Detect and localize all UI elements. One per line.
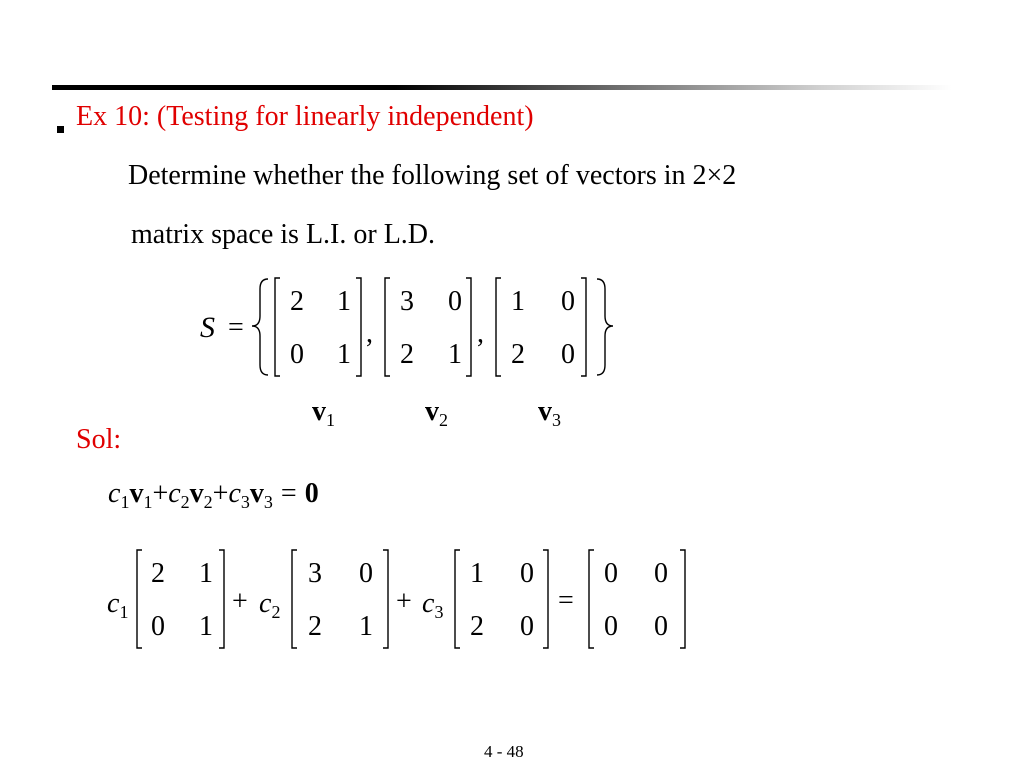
problem-statement-line-1: Determine whether the following set of vectors in 2×2 (128, 160, 737, 191)
right-bracket (383, 550, 388, 648)
right-curly-brace (597, 279, 613, 375)
plus-sign: + (396, 586, 412, 617)
matrix-term-3 (455, 550, 548, 648)
matrix-cell: 2 (470, 611, 484, 642)
matrix-cell: 2 (511, 339, 525, 370)
set-symbol: S (200, 311, 215, 344)
linear-combination-equation: $c_1v_1+c_2v_2+c_3v_3 = 0$ (108, 478, 319, 512)
left-bracket (589, 550, 594, 648)
matrix-cell: 2 (400, 339, 414, 370)
vector-label-v1: $v_1$ (312, 396, 335, 430)
matrix-cell: 0 (561, 339, 575, 370)
matrix-term-1 (137, 550, 224, 648)
matrix-cell: 2 (290, 286, 304, 317)
right-bracket (680, 550, 685, 648)
matrix-cell: 2 (151, 558, 165, 589)
matrix-v2 (385, 278, 471, 376)
page-number: 4 - 48 (484, 742, 524, 761)
matrix-cell: 0 (654, 611, 668, 642)
right-bracket (219, 550, 224, 648)
matrix-cell: 0 (151, 611, 165, 642)
matrix-cell: 1 (337, 339, 351, 370)
right-bracket (543, 550, 548, 648)
matrix-term-2 (292, 550, 388, 648)
matrix-cell: 0 (520, 611, 534, 642)
left-bracket (137, 550, 142, 648)
vector-label-v3: $v_3$ (538, 396, 561, 430)
matrix-cell: 0 (604, 558, 618, 589)
matrix-cell: 0 (561, 286, 575, 317)
left-bracket (292, 550, 297, 648)
left-bracket (275, 278, 280, 376)
comma-separator: , (366, 318, 373, 349)
matrix-equation (107, 550, 685, 648)
left-bracket (455, 550, 460, 648)
matrix-cell: 0 (448, 286, 462, 317)
vector-label-v2: $v_2$ (425, 396, 448, 430)
matrix-cell: 0 (359, 558, 373, 589)
problem-statement-line-2: matrix space is L.I. or L.D. (131, 219, 436, 250)
matrix-cell: 3 (400, 286, 414, 317)
set-s-definition (200, 278, 613, 430)
left-bracket (496, 278, 501, 376)
equals-sign: = (228, 312, 244, 343)
comma-separator: , (477, 318, 484, 349)
coefficient-c3: $c_3$ (422, 588, 444, 622)
matrix-cell: 1 (337, 286, 351, 317)
zero-matrix (589, 550, 685, 648)
matrix-cell: 0 (290, 339, 304, 370)
matrix-cell: 1 (199, 558, 213, 589)
matrix-cell: 1 (511, 286, 525, 317)
right-bracket (466, 278, 471, 376)
right-bracket (581, 278, 586, 376)
matrix-cell: 1 (199, 611, 213, 642)
left-bracket (385, 278, 390, 376)
matrix-v3 (496, 278, 586, 376)
matrix-cell: 2 (308, 611, 322, 642)
solution-label: Sol: (76, 424, 122, 455)
example-heading: Ex 10: (Testing for linearly independent) (76, 101, 534, 132)
matrix-cell: 1 (470, 558, 484, 589)
left-curly-brace (252, 279, 268, 375)
coefficient-c2: $c_2$ (259, 588, 281, 622)
matrix-cell: 0 (654, 558, 668, 589)
matrix-cell: 1 (448, 339, 462, 370)
matrix-cell: 0 (604, 611, 618, 642)
matrix-cell: 0 (520, 558, 534, 589)
equals-sign: = (558, 585, 574, 616)
matrix-cell: 3 (308, 558, 322, 589)
plus-sign: + (232, 586, 248, 617)
coefficient-c1: $c_1$ (107, 588, 129, 622)
right-bracket (356, 278, 361, 376)
matrix-cell: 1 (359, 611, 373, 642)
matrix-v1 (275, 278, 361, 376)
